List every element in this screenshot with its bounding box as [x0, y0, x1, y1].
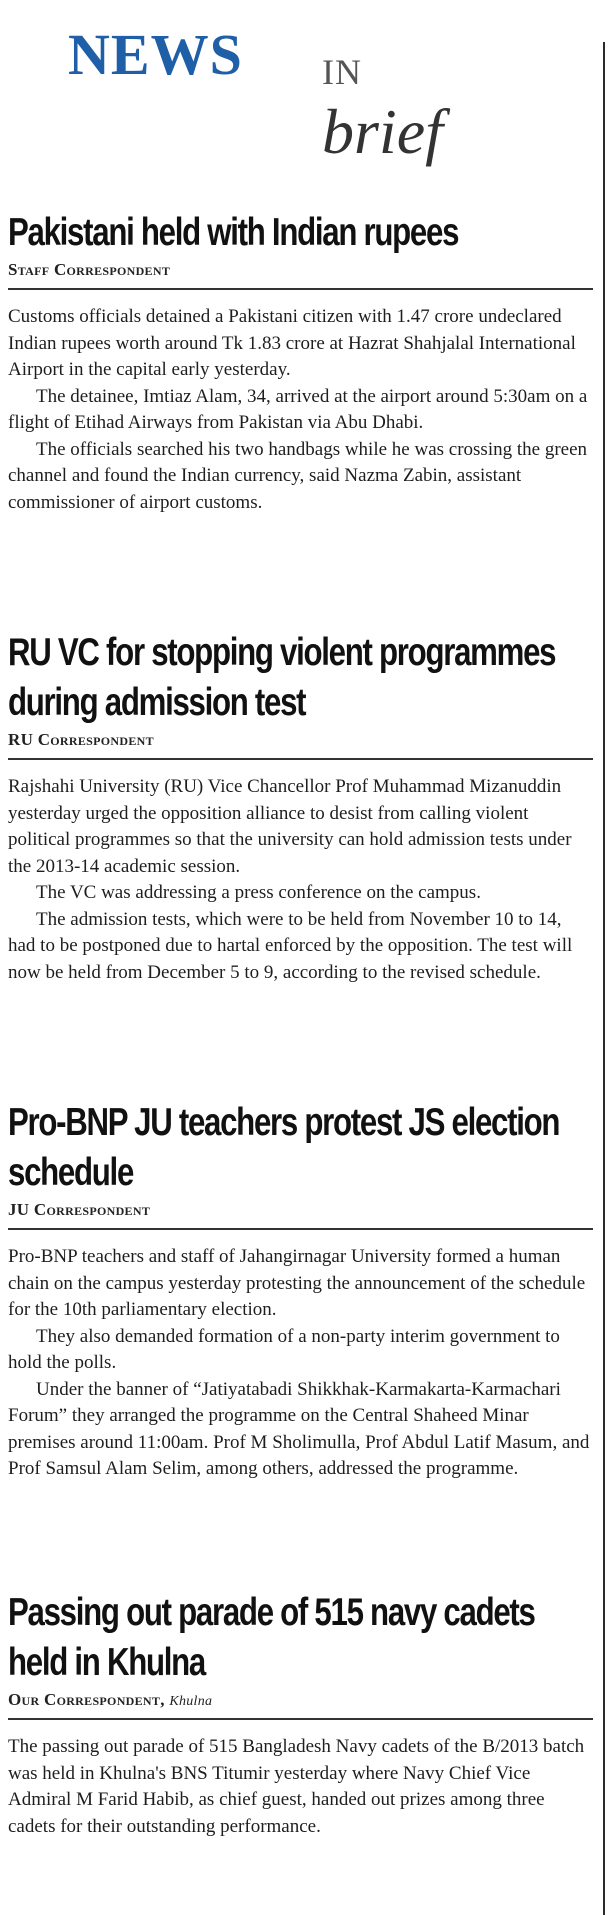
story-paragraph: Rajshahi University (RU) Vice Chancellor Prof Muhammad Mizanuddin yesterday urged the opposition alliance to desist from calling violent political programmes so that the university can hold admission tests under the 2013-14 academic session. [8, 776, 572, 877]
story-headline: Pro-BNP JU teachers protest JS election schedule [8, 1101, 560, 1194]
story-headline: RU VC for stopping violent programmes during admission test [8, 631, 556, 724]
story-paragraph: The detainee, Imtiaz Alam, 34, arrived at the airport around 5:30am on a flight of Etihad Airways from Pakistan via Abu Dhabi. [8, 385, 588, 433]
masthead-news: NEWS [68, 22, 243, 87]
story-byline: RU Correspondent [8, 730, 154, 749]
byline-divider [8, 758, 593, 760]
story-paragraph: Under the banner of “Jatiyatabadi Shikkhak-Karmakarta-Karmachari Forum” they arranged the programme on the Central Shaheed Minar premises around 11:00am. Prof M Sholimulla, Prof Abdul Latif Masum, and Prof Samsul Alam Selim, among others, addressed the programme. [8, 1378, 590, 1479]
story-paragraph: Pro-BNP teachers and staff of Jahangirnagar University formed a human chain on the campus yesterday protesting the announcement of the schedule for the 10th parliamentary election. [8, 1246, 586, 1320]
story-byline: JU Correspondent [8, 1200, 151, 1219]
story-paragraph: They also demanded formation of a non-party interim government to hold the polls. [8, 1325, 560, 1373]
story-ru-vc [8, 628, 593, 986]
byline-correspondent: Our Correspondent, [8, 1690, 165, 1709]
section-masthead [60, 22, 540, 182]
story-paragraph: The officials searched his two handbags while he was crossing the green channel and found the Indian currency, said Nazma Zabin, assistant commissioner of airport customs. [8, 438, 588, 513]
story-paragraph: The VC was addressing a press conference on the campus. [36, 882, 481, 903]
story-navy-cadets [8, 1588, 593, 1840]
story-paragraph: The admission tests, which were to be held from November 10 to 14, had to be postponed due to hartal enforced by the opposition. The test will now be held from December 5 to 9, according to the revised schedule. [8, 908, 573, 983]
byline-place: Khulna [169, 1694, 213, 1709]
story-headline: Pakistani held with Indian rupees [8, 211, 459, 254]
story-byline: Staff Correspondent [8, 260, 171, 279]
story-pakistani-held [8, 208, 593, 516]
story-paragraph: The passing out parade of 515 Bangladesh Navy cadets of the B/2013 batch was held in Khulna's BNS Titumir yesterday where Navy Chief Vice Admiral M Farid Habib, as chief guest, handed out prizes among three cadets for their outstanding performance. [8, 1736, 585, 1837]
story-paragraph: Customs officials detained a Pakistani citizen with 1.47 crore undeclared Indian rupees worth around Tk 1.83 crore at Hazrat Shahjalal International Airport in the capital early yesterday. [8, 306, 576, 380]
byline-divider [8, 1718, 593, 1720]
masthead-brief: brief [322, 96, 443, 167]
column-rule [603, 42, 605, 1915]
masthead-in: IN [322, 52, 362, 92]
byline-divider [8, 288, 593, 290]
story-headline: Passing out parade of 515 navy cadets held in Khulna [8, 1591, 535, 1684]
byline-divider [8, 1228, 593, 1230]
story-byline [8, 1690, 593, 1710]
story-pro-bnp-ju [8, 1098, 593, 1483]
